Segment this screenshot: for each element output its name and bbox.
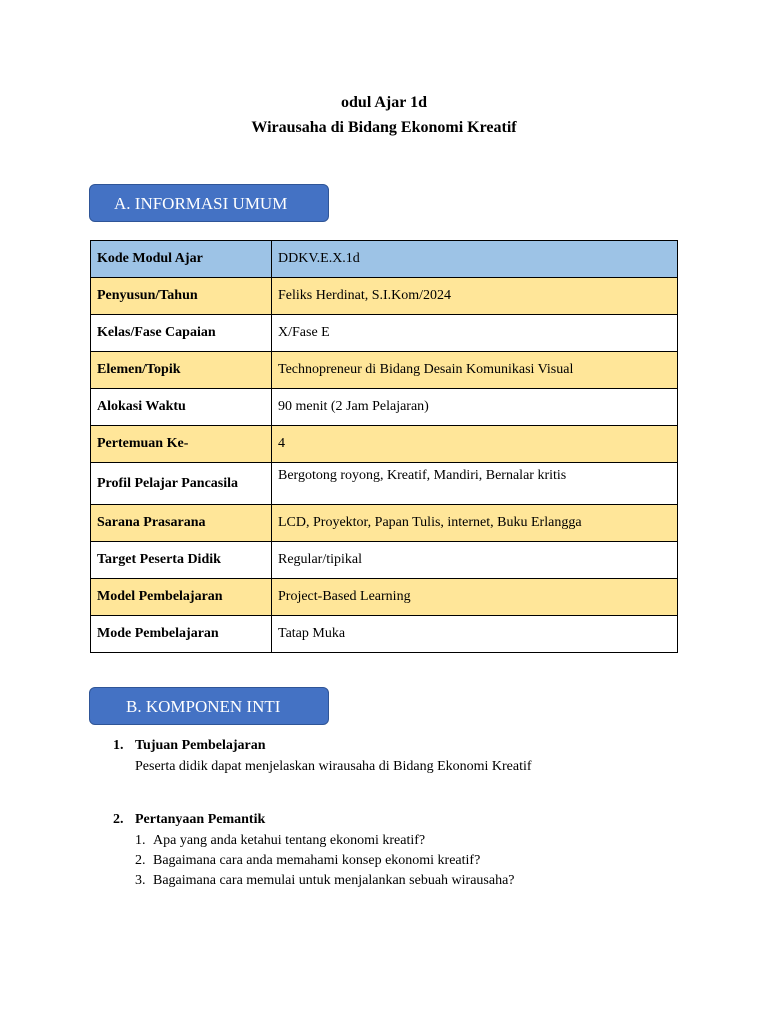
row-value: 4 <box>272 426 678 463</box>
table-row <box>91 505 678 542</box>
question-text: Apa yang anda ketahui tentang ekonomi kreatif? <box>153 833 426 848</box>
question-item <box>135 853 515 873</box>
section-b-header: B. KOMPONEN INTI <box>89 687 329 725</box>
table-row <box>91 542 678 579</box>
list-number: 1. <box>113 738 124 753</box>
table-row <box>91 616 678 653</box>
list-description: Peserta didik dapat menjelaskan wirausaha di Bidang Ekonomi Kreatif <box>135 759 532 774</box>
row-key: Elemen/Topik <box>91 352 272 389</box>
list-heading: Pertanyaan Pemantik <box>135 812 266 827</box>
table-row <box>91 315 678 352</box>
table-row <box>91 463 678 505</box>
row-value: DDKV.E.X.1d <box>272 241 678 278</box>
list-number: 2. <box>113 812 124 827</box>
row-key: Penyusun/Tahun <box>91 278 272 315</box>
table-row <box>91 389 678 426</box>
row-key: Model Pembelajaran <box>91 579 272 616</box>
section-a-header: A. INFORMASI UMUM <box>89 184 329 222</box>
row-value: Technopreneur di Bidang Desain Komunikasi Visual <box>272 352 678 389</box>
row-key: Kode Modul Ajar <box>91 241 272 278</box>
question-number: 3. <box>135 873 146 888</box>
table-row <box>91 426 678 463</box>
table-row <box>91 241 678 278</box>
row-value: Project-Based Learning <box>272 579 678 616</box>
question-item <box>135 833 515 853</box>
row-key: Mode Pembelajaran <box>91 616 272 653</box>
row-value: Tatap Muka <box>272 616 678 653</box>
row-value: 90 menit (2 Jam Pelajaran) <box>272 389 678 426</box>
table-row <box>91 352 678 389</box>
document-subtitle: Wirausaha di Bidang Ekonomi Kreatif <box>251 119 517 136</box>
row-value: X/Fase E <box>272 315 678 352</box>
row-key: Sarana Prasarana <box>91 505 272 542</box>
info-table <box>90 240 678 653</box>
document-title: odul Ajar 1d <box>341 94 427 111</box>
row-value: Regular/tipikal <box>272 542 678 579</box>
row-key: Alokasi Waktu <box>91 389 272 426</box>
question-list <box>135 833 515 893</box>
list-heading: Tujuan Pembelajaran <box>135 738 266 753</box>
row-value: Bergotong royong, Kreatif, Mandiri, Bernalar kritis <box>272 463 678 505</box>
row-key: Target Peserta Didik <box>91 542 272 579</box>
row-value: LCD, Proyektor, Papan Tulis, internet, Buku Erlangga <box>272 505 678 542</box>
question-number: 2. <box>135 853 146 868</box>
question-text: Bagaimana cara anda memahami konsep ekonomi kreatif? <box>153 853 481 868</box>
row-key: Kelas/Fase Capaian <box>91 315 272 352</box>
row-key: Profil Pelajar Pancasila <box>91 463 272 505</box>
question-text: Bagaimana cara memulai untuk menjalankan sebuah wirausaha? <box>153 873 515 888</box>
question-number: 1. <box>135 833 146 848</box>
table-row <box>91 278 678 315</box>
row-value: Feliks Herdinat, S.I.Kom/2024 <box>272 278 678 315</box>
table-row <box>91 579 678 616</box>
row-key: Pertemuan Ke- <box>91 426 272 463</box>
question-item <box>135 873 515 893</box>
